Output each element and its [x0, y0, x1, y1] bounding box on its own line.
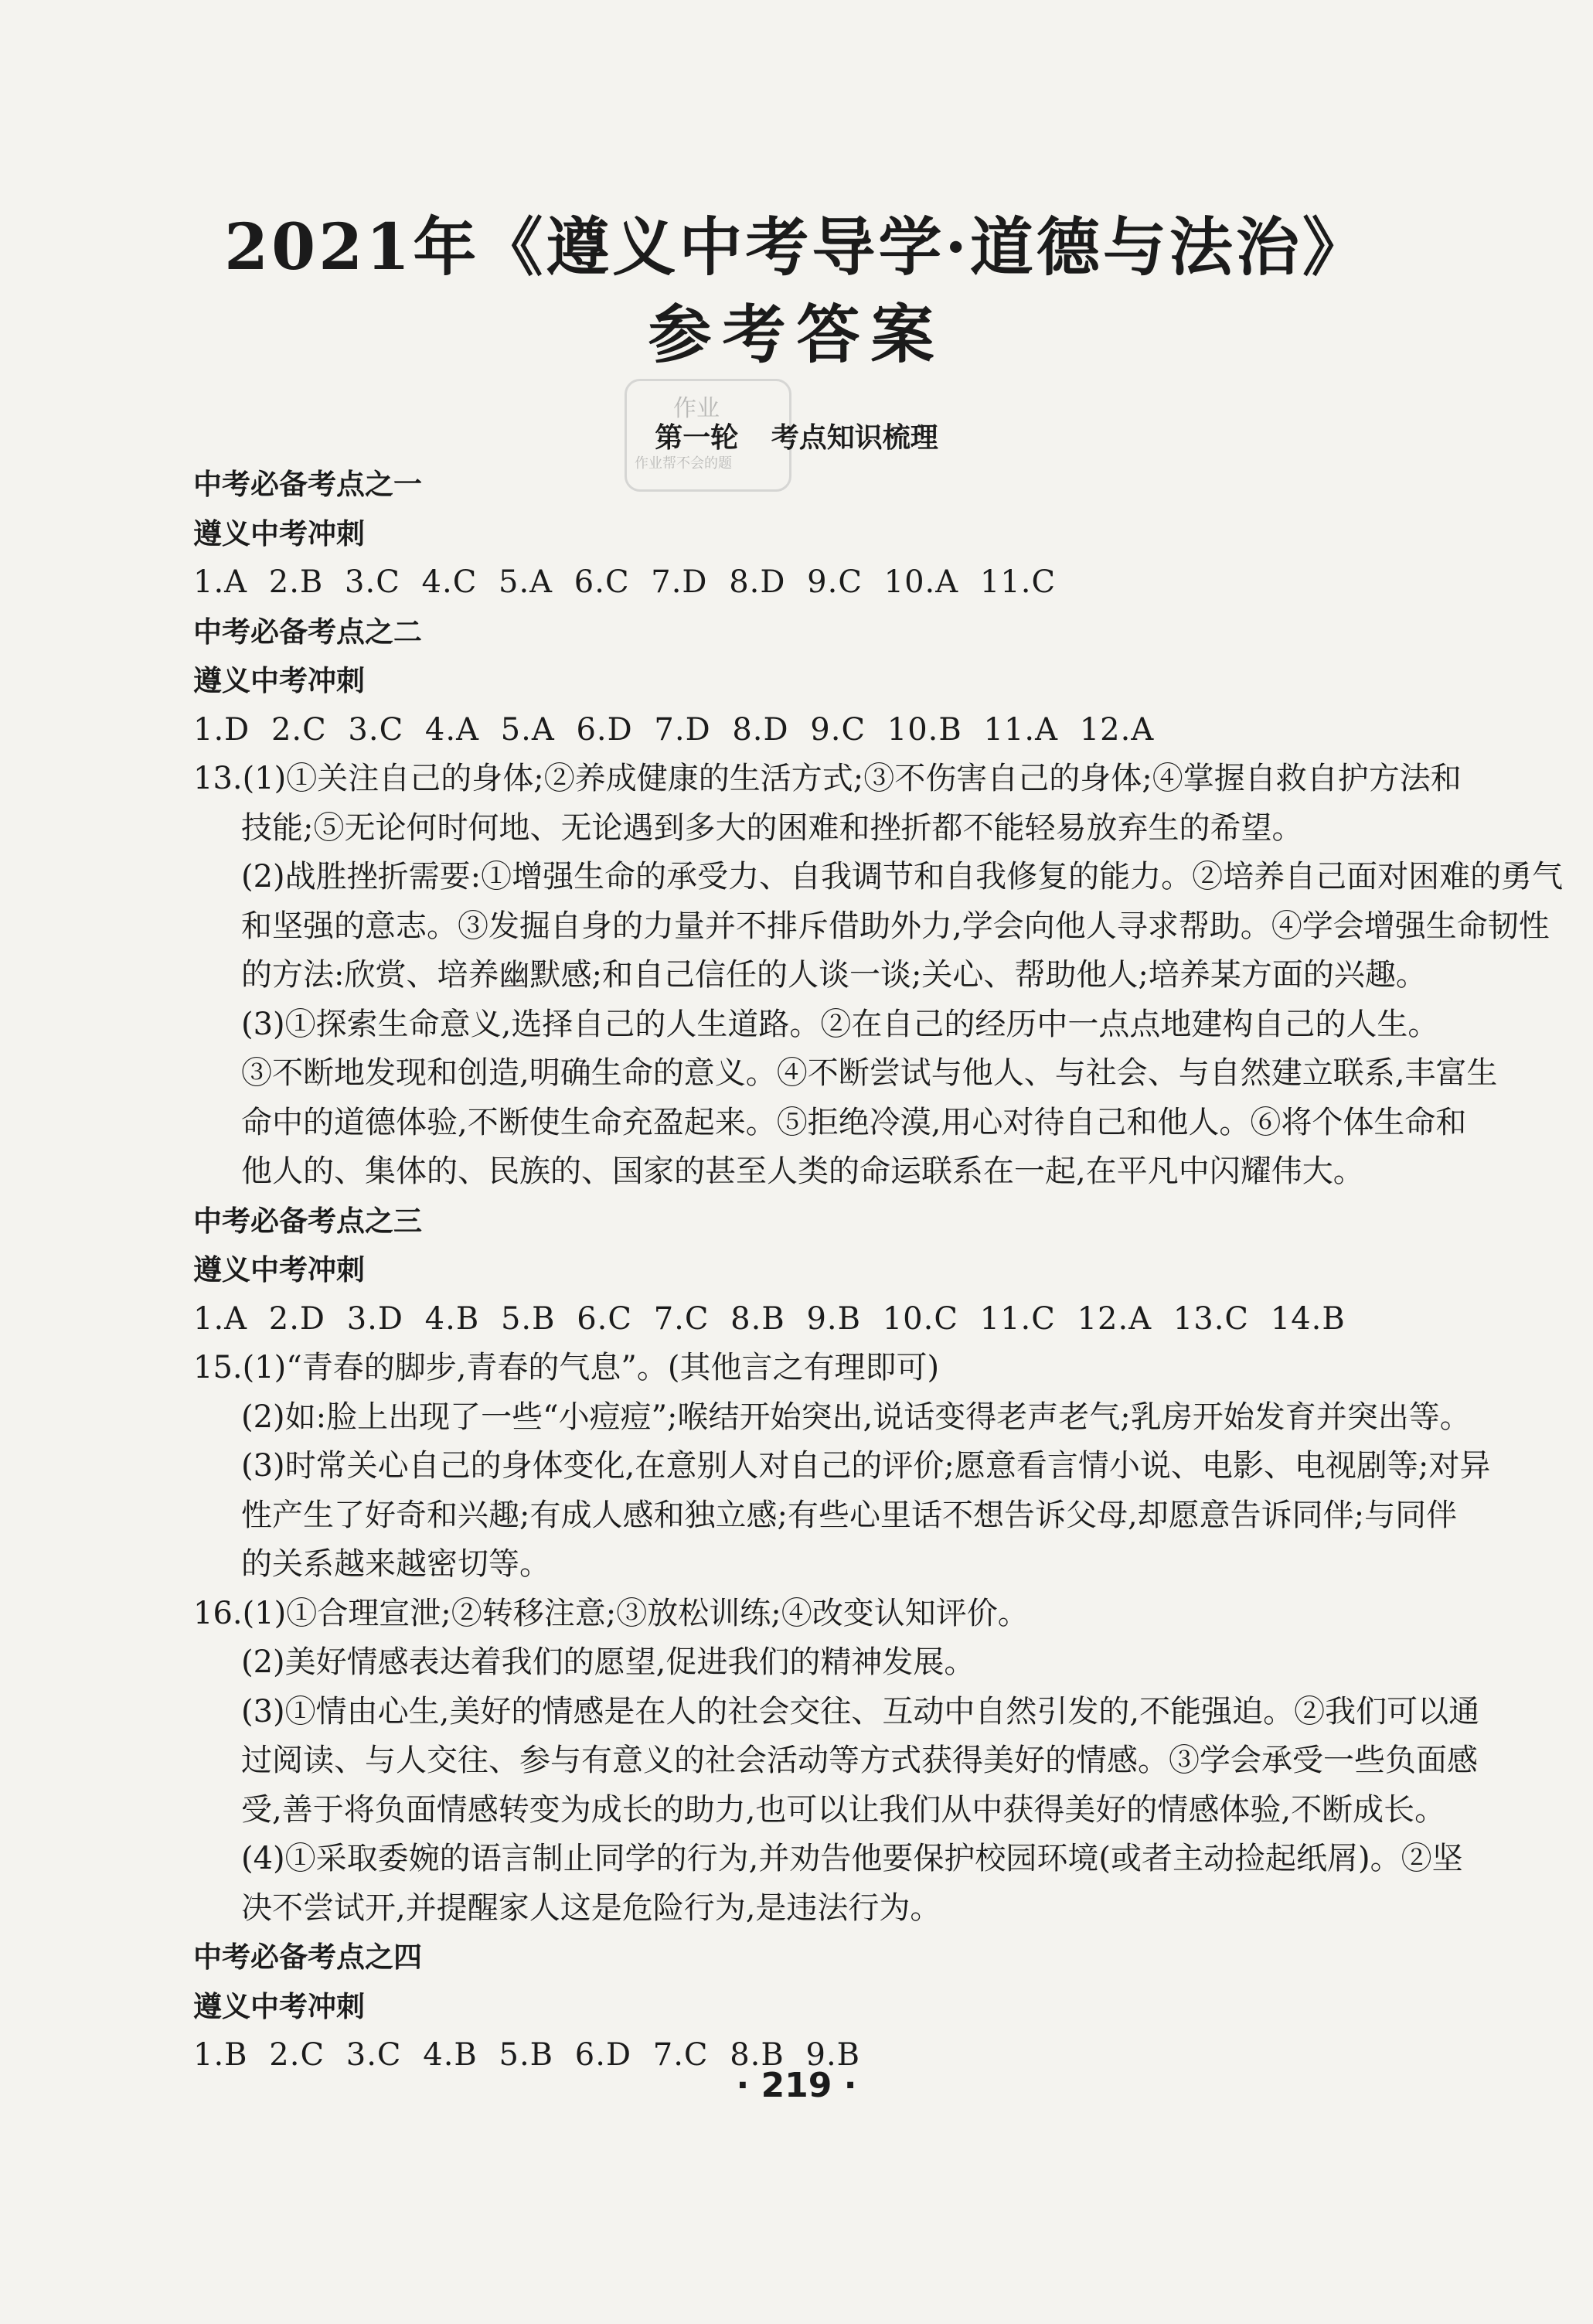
answer-text-line: (2)战胜挫折需要:①增强生命的承受力、自我调节和自我修复的能力。②培养自己面对困难的勇气	[241, 859, 1564, 895]
answer-text-line: 13.(1)①关注自己的身体;②养成健康的生活方式;③不伤害自己的身体;④掌握自救自护方法和	[193, 761, 1462, 796]
answer-text-line: 16.(1)①合理宣泄;②转移注意;③放松训练;④改变认知评价。	[193, 1595, 1029, 1631]
answer-text-line: 的关系越来越密切等。	[241, 1546, 550, 1582]
answer-key-line: 1.A 2.D 3.D 4.B 5.B 6.C 7.C 8.B 9.B 10.C 11.C 12.A 13.C 14.B	[193, 1300, 1346, 1337]
page-number: · 219 ·	[736, 2066, 857, 2105]
section-label: 遵义中考冲刺	[193, 1253, 365, 1286]
answer-text-line: 性产生了好奇和兴趣;有成人感和独立感;有些心里话不想告诉父母,却愿意告诉同伴;与同伴	[241, 1497, 1458, 1533]
answer-text-line: 技能;⑤无论何时何地、无论遇到多大的困难和挫折都不能轻易放弃生的希望。	[241, 809, 1303, 846]
page-subtitle: 参考答案	[648, 298, 945, 372]
answer-text-line: (2)如:脸上出现了一些“小痘痘”;喉结开始突出,说话变得老声老气;乳房开始发育并突出等。	[241, 1399, 1471, 1435]
answer-text-line: ③不断地发现和创造,明确生命的意义。④不断尝试与他人、与社会、与自然建立联系,丰富生	[241, 1055, 1498, 1091]
answer-text-line: 15.(1)“青春的脚步,青春的气息”。(其他言之有理即可)	[193, 1350, 940, 1385]
section-label: 中考必备考点之二	[193, 615, 422, 649]
section-label: 中考必备考点之三	[193, 1204, 422, 1238]
answer-text-line: 他人的、集体的、民族的、国家的甚至人类的命运联系在一起,在平凡中闪耀伟大。	[241, 1153, 1364, 1189]
answer-key-line: 1.D 2.C 3.C 4.A 5.A 6.D 7.D 8.D 9.C 10.B 11.A 12.A	[193, 711, 1155, 748]
answer-key-line: 1.A 2.B 3.C 4.C 5.A 6.C 7.D 8.D 9.C 10.A 11.C	[193, 564, 1057, 600]
answer-key-line: 1.B 2.C 3.C 4.B 5.B 6.D 7.C 8.B 9.B	[193, 2037, 861, 2073]
answer-text-line: (4)①采取委婉的语言制止同学的行为,并劝告他要保护校园环境(或者主动捡起纸屑)。②坚	[241, 1841, 1463, 1876]
answer-text-line: 的方法:欣赏、培养幽默感;和自己信任的人谈一谈;关心、帮助他人;培养某方面的兴趣。	[241, 957, 1427, 993]
answer-text-line: 过阅读、与人交往、参与有意义的社会活动等方式获得美好的情感。③学会承受一些负面感	[241, 1743, 1478, 1778]
section-label: 中考必备考点之一	[193, 468, 422, 501]
answer-text-line: 和坚强的意志。③发掘自身的力量并不排斥借助外力,学会向他人寻求帮助。④学会增强生命韧性	[241, 908, 1550, 944]
answer-text-line: (3)时常关心自己的身体变化,在意别人对自己的评价;愿意看言情小说、电影、电视剧等;对异	[241, 1448, 1491, 1484]
section-label: 遵义中考冲刺	[193, 516, 365, 550]
answer-text-line: 命中的道德体验,不断使生命充盈起来。⑤拒绝冷漠,用心对待自己和他人。⑥将个体生命和	[241, 1104, 1467, 1140]
answer-text-line: (2)美好情感表达着我们的愿望,促进我们的精神发展。	[241, 1644, 975, 1680]
answer-text-line: (3)①情由心生,美好的情感是在人的社会交往、互动中自然引发的,不能强迫。②我们可以通	[241, 1693, 1480, 1729]
answer-text-line: 受,善于将负面情感转变为成长的助力,也可以让我们从中获得美好的情感体验,不断成长。	[241, 1791, 1446, 1828]
section-label: 遵义中考冲刺	[193, 664, 365, 697]
stamp-top-text: 作业	[673, 395, 720, 422]
page-title: 2021年《遵义中考导学·道德与法治》	[224, 210, 1369, 285]
answer-text-line: (3)①探索生命意义,选择自己的人生道路。②在自己的经历中一点点地建构自己的人生。	[241, 1006, 1439, 1042]
section-label: 中考必备考点之四	[193, 1941, 422, 1974]
section-heading: 第一轮 考点知识梳理	[655, 422, 938, 454]
answer-text-line: 决不尝试开,并提醒家人这是危险行为,是违法行为。	[241, 1890, 941, 1926]
stamp-bottom-text: 作业帮不会的题	[635, 455, 732, 472]
answer-body	[193, 460, 1564, 2080]
section-label: 遵义中考冲刺	[193, 1989, 365, 2023]
